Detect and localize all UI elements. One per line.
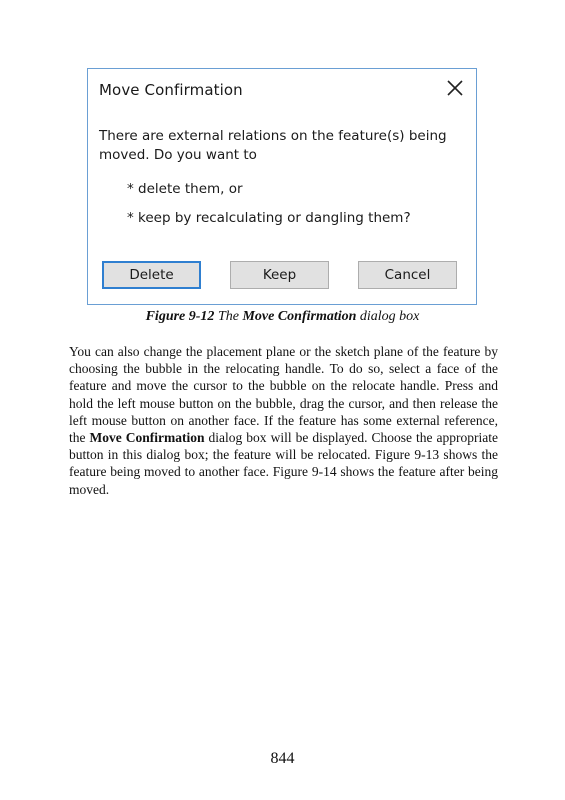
dialog-message: There are external relations on the feature(s) being moved. Do you want to <box>99 128 447 163</box>
dialog-option-delete: * delete them, or <box>127 181 243 197</box>
body-text-part1: You can also change the placement plane or the sketch plane of the feature by choosing the bubble in the relocating handle. To do so, select a face of the feature and move the cursor to the bubble on the relocate handle. Press and hold the left mouse button on the bubble, drag the cursor, and then release the left mouse button on another face. If the feature has some external reference, the <box>69 344 498 446</box>
dialog-option-keep: * keep by recalculating or dangling them? <box>127 210 411 226</box>
caption-bold-term: Move Confirmation <box>242 309 357 324</box>
move-confirmation-dialog <box>87 68 477 305</box>
caption-text-before: The <box>214 309 243 324</box>
keep-button[interactable]: Keep <box>230 261 329 289</box>
body-paragraph <box>69 343 498 498</box>
body-text-part2: dialog box will be displayed. Choose the appropriate button in this dialog box; the feature will be relocated. Figure 9-13 shows the feature being moved to another face. Figure 9-14 shows the feature after being moved. <box>69 430 498 497</box>
close-icon[interactable] <box>446 79 464 97</box>
delete-button[interactable]: Delete <box>102 261 201 289</box>
body-bold-term: Move Confirmation <box>89 430 205 446</box>
figure-label: Figure 9-12 <box>145 309 215 324</box>
caption-text-after: dialog box <box>356 309 420 324</box>
dialog-title: Move Confirmation <box>99 81 243 99</box>
page-number: 844 <box>270 750 295 767</box>
figure-caption <box>0 309 565 325</box>
cancel-button[interactable]: Cancel <box>358 261 457 289</box>
